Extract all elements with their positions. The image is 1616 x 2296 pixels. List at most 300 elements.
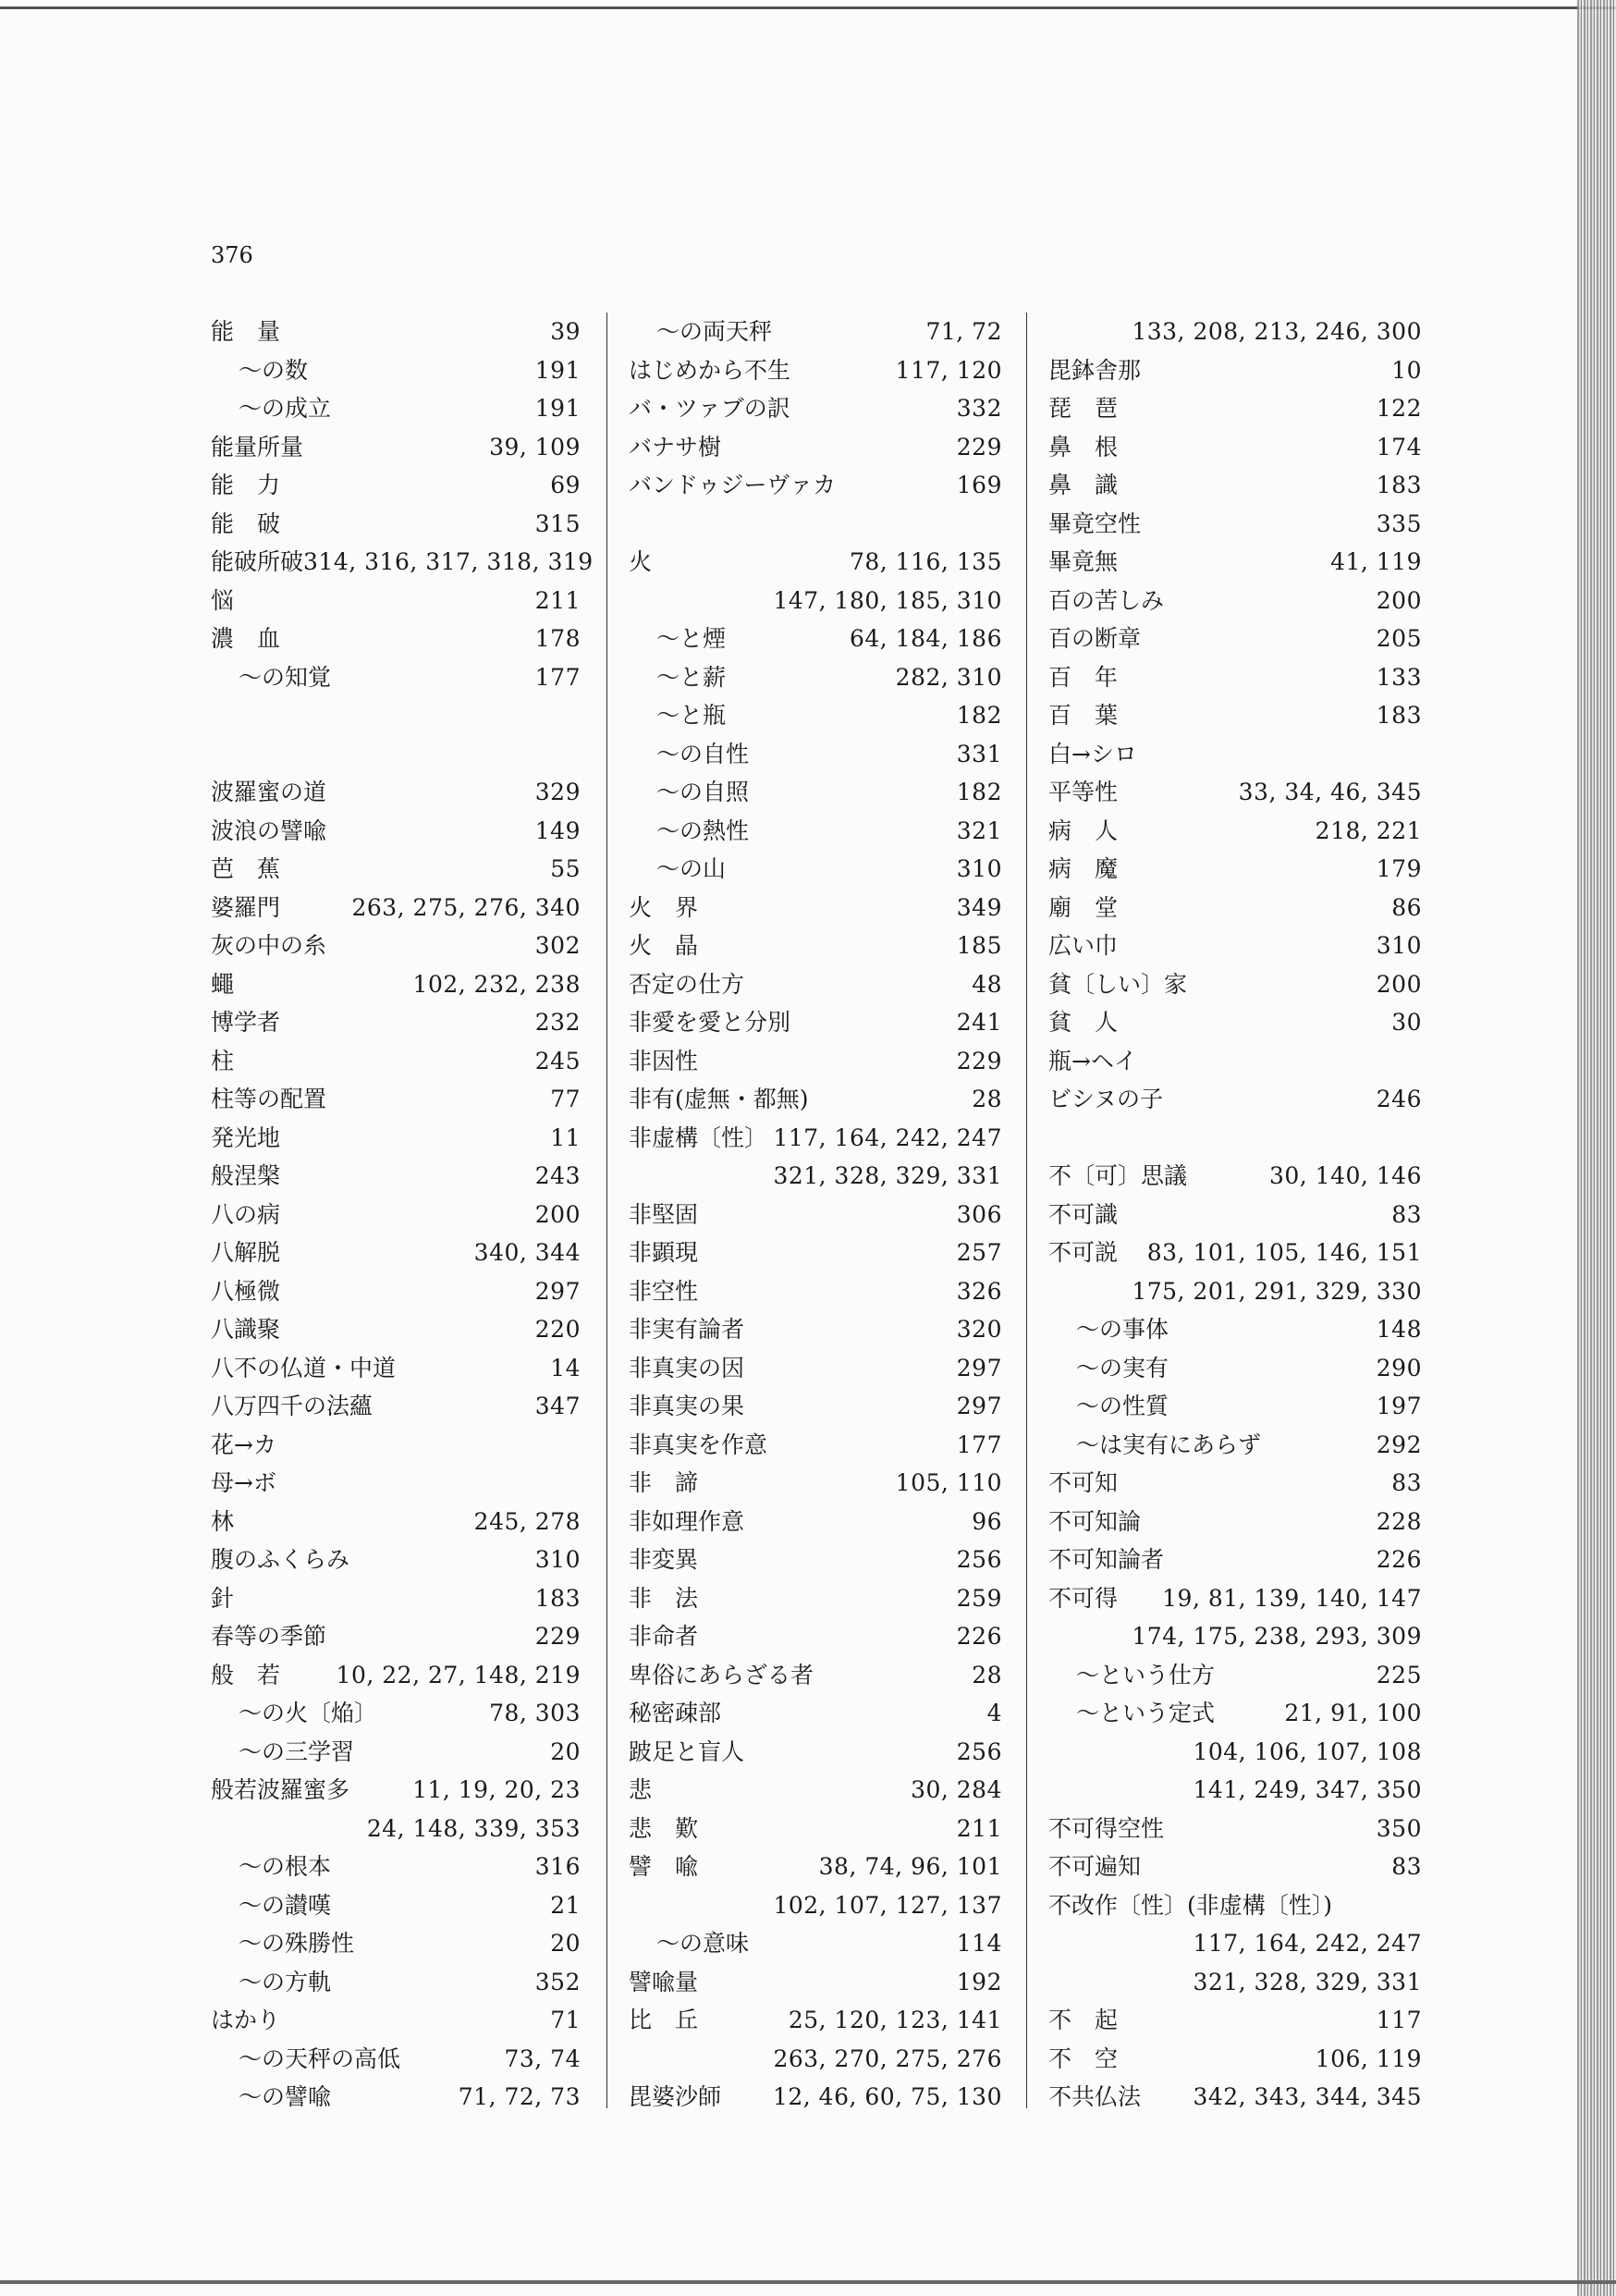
index-term: 非 諦 bbox=[629, 1469, 699, 1496]
index-term: 不可知論者 bbox=[1048, 1546, 1165, 1573]
index-entry bbox=[629, 1310, 1002, 1349]
index-entry bbox=[211, 1234, 581, 1272]
index-pages: 241 bbox=[956, 1009, 1002, 1036]
index-pages: 73, 74 bbox=[504, 2044, 581, 2072]
index-entry bbox=[629, 2040, 1002, 2079]
index-pages: 320 bbox=[956, 1316, 1002, 1343]
index-entry bbox=[629, 1349, 1002, 1388]
index-entry bbox=[211, 1771, 581, 1810]
index-term: 卑俗にあらざる者 bbox=[629, 1661, 814, 1688]
index-term: 譬喩量 bbox=[629, 1968, 699, 1995]
index-pages: 147, 180, 185, 310 bbox=[773, 586, 1002, 614]
index-entry bbox=[211, 620, 581, 658]
index-pages: 105, 110 bbox=[895, 1469, 1002, 1496]
index-entry bbox=[211, 389, 581, 428]
index-entry bbox=[629, 389, 1002, 428]
index-entry bbox=[211, 1924, 581, 1963]
index-pages: 83, 101, 105, 146, 151 bbox=[1146, 1239, 1422, 1266]
index-entry bbox=[211, 1119, 581, 1158]
index-term: 博学者 bbox=[211, 1009, 281, 1036]
index-term: ビシヌの子 bbox=[1048, 1086, 1164, 1112]
index-term: ～という定式 bbox=[1076, 1700, 1216, 1726]
index-entry bbox=[1048, 582, 1422, 620]
index-term: 不可知論 bbox=[1048, 1507, 1142, 1535]
index-entry bbox=[211, 1886, 581, 1925]
index-entry bbox=[211, 1617, 581, 1656]
index-pages: 55 bbox=[550, 855, 581, 882]
index-term: ～の根本 bbox=[239, 1853, 332, 1880]
index-entry bbox=[211, 1080, 581, 1119]
index-pages: 21 bbox=[550, 1891, 581, 1919]
index-term: 母→ボ bbox=[211, 1469, 276, 1496]
index-pages: 191 bbox=[534, 395, 581, 422]
index-pages: 182 bbox=[956, 779, 1002, 805]
index-entry bbox=[1048, 965, 1422, 1004]
index-entry bbox=[211, 1656, 581, 1695]
index-pages: 141, 249, 347, 350 bbox=[1193, 1776, 1422, 1803]
index-term: 八万四千の法蘊 bbox=[211, 1393, 373, 1419]
index-pages: 246 bbox=[1376, 1086, 1422, 1112]
index-pages: 4 bbox=[986, 1700, 1002, 1726]
index-pages: 102, 232, 238 bbox=[412, 970, 581, 998]
index-pages: 226 bbox=[956, 1623, 1002, 1650]
index-entry bbox=[211, 1426, 581, 1465]
index-term: 発光地 bbox=[211, 1123, 281, 1151]
index-pages: 292 bbox=[1376, 1430, 1422, 1458]
index-entry bbox=[1048, 2040, 1422, 2079]
index-term: ～の成立 bbox=[239, 395, 332, 422]
index-pages: 315 bbox=[534, 510, 581, 537]
index-entry bbox=[211, 2040, 581, 2079]
index-entry bbox=[1048, 1310, 1422, 1349]
index-entry bbox=[629, 1003, 1002, 1042]
index-pages: 174 bbox=[1376, 433, 1422, 460]
index-term: 琵 琶 bbox=[1048, 395, 1119, 422]
index-entry bbox=[1048, 1464, 1422, 1503]
index-entry bbox=[1048, 1426, 1422, 1465]
index-entry bbox=[629, 927, 1002, 965]
index-entry bbox=[1048, 889, 1422, 927]
index-pages: 39 bbox=[550, 318, 581, 345]
index-term: 非空性 bbox=[629, 1277, 699, 1305]
index-entry bbox=[629, 1272, 1002, 1311]
index-term: ～と瓶 bbox=[656, 702, 727, 729]
index-term: ～と薪 bbox=[656, 663, 727, 691]
index-entry bbox=[629, 1387, 1002, 1426]
index-entry bbox=[211, 850, 581, 889]
index-entry bbox=[1048, 1579, 1422, 1618]
index-pages: 342, 343, 344, 345 bbox=[1193, 2083, 1422, 2110]
index-pages: 83 bbox=[1391, 1469, 1422, 1496]
index-entry bbox=[629, 582, 1002, 620]
index-term: 貧 人 bbox=[1048, 1009, 1119, 1036]
index-term: 毘婆沙師 bbox=[629, 2083, 722, 2110]
index-term: 八識聚 bbox=[211, 1316, 281, 1343]
index-entry bbox=[1048, 773, 1422, 812]
index-entry bbox=[1048, 1656, 1422, 1695]
index-pages: 183 bbox=[534, 1584, 581, 1612]
index-entry bbox=[211, 466, 581, 505]
index-term: 火 界 bbox=[629, 893, 699, 921]
index-term: ～と煙 bbox=[656, 625, 727, 652]
index-entry bbox=[1048, 389, 1422, 428]
index-pages: 20 bbox=[550, 1930, 581, 1957]
index-entry bbox=[629, 1157, 1002, 1196]
index-term: ～の性質 bbox=[1076, 1393, 1169, 1419]
index-entry bbox=[1048, 543, 1422, 582]
index-term: ～の知覚 bbox=[239, 663, 332, 691]
index-term: 八の病 bbox=[211, 1200, 281, 1228]
index-entry bbox=[629, 543, 1002, 582]
index-term: 不可識 bbox=[1048, 1200, 1119, 1228]
index-pages: 226 bbox=[1376, 1546, 1422, 1573]
index-pages: 21, 91, 100 bbox=[1284, 1700, 1422, 1726]
index-term: ～の讃嘆 bbox=[239, 1891, 332, 1919]
index-pages: 20 bbox=[550, 1737, 581, 1765]
index-pages: 218, 221 bbox=[1315, 816, 1422, 844]
index-entry bbox=[1048, 1617, 1422, 1656]
index-pages: 71, 72, 73 bbox=[458, 2083, 581, 2110]
index-entry bbox=[211, 1541, 581, 1579]
index-entry bbox=[211, 351, 581, 390]
index-entry bbox=[1048, 2001, 1422, 2040]
index-pages: 30, 284 bbox=[911, 1776, 1002, 1803]
index-term: 非実有論者 bbox=[629, 1316, 745, 1343]
index-term: 柱等の配置 bbox=[211, 1086, 327, 1112]
index-term: 百 葉 bbox=[1048, 702, 1119, 729]
index-term: 鼻 根 bbox=[1048, 433, 1119, 460]
index-entry bbox=[629, 1080, 1002, 1119]
column-divider bbox=[606, 313, 607, 2108]
index-entry bbox=[1048, 620, 1422, 658]
index-pages: 30 bbox=[1391, 1009, 1422, 1036]
index-pages: 117, 164, 242, 247 bbox=[1193, 1930, 1422, 1957]
index-entry bbox=[211, 1848, 581, 1886]
index-term: 否定の仕方 bbox=[629, 970, 745, 998]
index-pages: 314, 316, 317, 318, 319 bbox=[303, 548, 594, 575]
index-entry bbox=[211, 1196, 581, 1234]
index-pages: 117, 120 bbox=[895, 356, 1002, 384]
index-pages: 177 bbox=[534, 663, 581, 691]
index-pages: 78, 116, 135 bbox=[849, 548, 1002, 575]
index-entry bbox=[1048, 1963, 1422, 2002]
scan-binding-edge bbox=[1577, 0, 1616, 2296]
index-entry bbox=[629, 1196, 1002, 1234]
index-term: 不可知 bbox=[1048, 1469, 1119, 1496]
index-entry bbox=[1048, 1080, 1422, 1119]
index-entry bbox=[629, 1848, 1002, 1886]
index-pages: 257 bbox=[956, 1239, 1002, 1266]
index-entry bbox=[211, 313, 581, 351]
index-term: 畢竟無 bbox=[1048, 548, 1119, 575]
index-term: はかり bbox=[211, 2007, 281, 2033]
index-pages: 297 bbox=[956, 1393, 1002, 1419]
index-entry bbox=[1048, 927, 1422, 965]
index-pages: 174, 175, 238, 293, 309 bbox=[1132, 1623, 1422, 1650]
index-pages: 117, 164, 242, 247 bbox=[773, 1123, 1002, 1151]
index-term: 般涅槃 bbox=[211, 1162, 281, 1189]
index-entry bbox=[1048, 1848, 1422, 1886]
index-entry bbox=[211, 927, 581, 965]
index-term: 非顕現 bbox=[629, 1239, 699, 1266]
index-entry bbox=[1048, 505, 1422, 544]
index-pages: 30, 140, 146 bbox=[1268, 1162, 1422, 1189]
index-pages: 104, 106, 107, 108 bbox=[1193, 1737, 1422, 1765]
index-entry bbox=[211, 1349, 581, 1388]
index-term: 火 晶 bbox=[629, 932, 699, 959]
index-term: ～の意味 bbox=[656, 1930, 750, 1957]
index-pages: 245, 278 bbox=[473, 1507, 581, 1535]
index-entry bbox=[629, 1694, 1002, 1733]
index-term: 非堅固 bbox=[629, 1200, 699, 1228]
index-term: 腹のふくらみ bbox=[211, 1546, 350, 1573]
index-term: 林 bbox=[211, 1507, 235, 1535]
index-pages: 340, 344 bbox=[473, 1239, 581, 1266]
index-entry bbox=[211, 1963, 581, 2002]
index-term: 不共仏法 bbox=[1048, 2083, 1142, 2110]
index-term: ～の実有 bbox=[1076, 1354, 1169, 1381]
index-pages: 326 bbox=[956, 1277, 1002, 1305]
index-entry bbox=[1048, 1810, 1422, 1848]
index-entry bbox=[629, 1924, 1002, 1963]
index-entry bbox=[629, 889, 1002, 927]
index-term: 芭 蕉 bbox=[211, 855, 281, 882]
index-term: 百 年 bbox=[1048, 663, 1119, 691]
index-term: 非 法 bbox=[629, 1584, 699, 1612]
index-term: 波浪の譬喩 bbox=[211, 816, 327, 844]
index-pages: 228 bbox=[1376, 1507, 1422, 1535]
index-term: 不可得 bbox=[1048, 1584, 1119, 1612]
column-divider bbox=[1026, 313, 1027, 2108]
index-pages: 191 bbox=[534, 356, 581, 384]
index-pages: 33, 34, 46, 345 bbox=[1238, 779, 1422, 805]
index-term: 秘密疎部 bbox=[629, 1700, 722, 1726]
index-column-2 bbox=[629, 313, 1002, 2117]
index-pages: 229 bbox=[956, 433, 1002, 460]
index-pages: 229 bbox=[956, 1047, 1002, 1074]
index-pages: 69 bbox=[550, 472, 581, 498]
index-entry bbox=[211, 773, 581, 812]
index-entry bbox=[629, 1733, 1002, 1772]
index-term: ～の譬喩 bbox=[239, 2083, 332, 2110]
index-entry bbox=[211, 658, 581, 697]
index-entry bbox=[629, 1886, 1002, 1925]
index-term: ～の自照 bbox=[656, 779, 750, 805]
index-pages: 225 bbox=[1376, 1661, 1422, 1688]
index-pages: 352 bbox=[534, 1968, 581, 1995]
index-pages: 347 bbox=[534, 1393, 581, 1419]
index-term: 悲 歎 bbox=[629, 1814, 699, 1842]
index-term: 不〔可〕思議 bbox=[1048, 1162, 1188, 1189]
index-term: ～の事体 bbox=[1076, 1316, 1169, 1343]
index-term: 非真実の果 bbox=[629, 1393, 745, 1419]
index-term: 蠅 bbox=[211, 970, 235, 998]
index-pages: 306 bbox=[956, 1200, 1002, 1228]
index-term: ～は実有にあらず bbox=[1076, 1430, 1262, 1458]
index-entry bbox=[629, 735, 1002, 774]
index-entry bbox=[211, 1464, 581, 1503]
index-pages: 310 bbox=[534, 1546, 581, 1573]
index-term: ～の火〔焔〕 bbox=[239, 1700, 378, 1726]
index-entry bbox=[1048, 1387, 1422, 1426]
page-bottom-edge bbox=[0, 2280, 1616, 2284]
index-pages: 297 bbox=[534, 1277, 581, 1305]
index-entry bbox=[629, 1617, 1002, 1656]
index-entry bbox=[211, 1310, 581, 1349]
index-entry bbox=[629, 620, 1002, 658]
index-term: 濃 血 bbox=[211, 625, 281, 652]
index-pages: 41, 119 bbox=[1330, 548, 1422, 575]
index-entry bbox=[211, 735, 581, 774]
index-entry bbox=[1048, 1196, 1422, 1234]
index-term: ～の数 bbox=[239, 356, 309, 384]
index-entry bbox=[211, 1387, 581, 1426]
index-pages: 183 bbox=[1376, 472, 1422, 498]
index-entry bbox=[1048, 1349, 1422, 1388]
index-term: 非命者 bbox=[629, 1623, 699, 1650]
index-term: ～の殊勝性 bbox=[239, 1930, 355, 1957]
index-term: 八不の仏道・中道 bbox=[211, 1354, 397, 1381]
index-term: 般若波羅蜜多 bbox=[211, 1776, 350, 1803]
index-entry bbox=[1048, 313, 1422, 351]
index-entry bbox=[1048, 1003, 1422, 1042]
index-entry bbox=[1048, 1119, 1422, 1158]
index-pages: 302 bbox=[534, 932, 581, 959]
index-pages: 149 bbox=[534, 816, 581, 844]
index-pages: 282, 310 bbox=[895, 663, 1002, 691]
index-entry bbox=[211, 965, 581, 1004]
index-pages: 10, 22, 27, 148, 219 bbox=[336, 1661, 581, 1688]
index-term: 病 魔 bbox=[1048, 855, 1119, 882]
index-entry bbox=[629, 1464, 1002, 1503]
index-term: 不可得空性 bbox=[1048, 1814, 1165, 1842]
index-pages: 28 bbox=[972, 1661, 1002, 1688]
index-term: 不可遍知 bbox=[1048, 1853, 1142, 1880]
index-entry bbox=[1048, 1272, 1422, 1311]
index-pages: 211 bbox=[956, 1814, 1002, 1842]
index-pages: 263, 270, 275, 276 bbox=[773, 2044, 1002, 2072]
index-entry bbox=[211, 2078, 581, 2117]
index-column-3 bbox=[1048, 313, 1422, 2117]
index-term: バ・ツァブの訳 bbox=[629, 395, 790, 422]
index-entry bbox=[629, 505, 1002, 544]
index-entry bbox=[211, 1003, 581, 1042]
index-pages: 200 bbox=[534, 1200, 581, 1228]
index-entry bbox=[1048, 658, 1422, 697]
index-entry bbox=[1048, 696, 1422, 735]
index-pages: 122 bbox=[1376, 395, 1422, 422]
index-term: 不 起 bbox=[1048, 2007, 1119, 2033]
index-entry bbox=[629, 1541, 1002, 1579]
index-term: 婆羅門 bbox=[211, 893, 281, 921]
index-pages: 77 bbox=[550, 1086, 581, 1112]
index-entry bbox=[629, 658, 1002, 697]
index-entry bbox=[1048, 428, 1422, 467]
index-entry bbox=[629, 965, 1002, 1004]
index-term: 花→カ bbox=[211, 1430, 276, 1458]
index-entry bbox=[1048, 1924, 1422, 1963]
index-pages: 83 bbox=[1391, 1200, 1422, 1228]
index-pages: 185 bbox=[956, 932, 1002, 959]
index-pages: 331 bbox=[956, 740, 1002, 767]
index-entry bbox=[211, 1579, 581, 1618]
index-pages: 263, 275, 276, 340 bbox=[351, 893, 581, 921]
index-term: 比 丘 bbox=[629, 2007, 699, 2033]
index-entry bbox=[211, 812, 581, 851]
index-entry bbox=[629, 466, 1002, 505]
index-entry bbox=[629, 1963, 1002, 2002]
index-pages: 25, 120, 123, 141 bbox=[788, 2007, 1002, 2033]
index-term: 非虚構〔性〕 bbox=[629, 1123, 768, 1151]
index-pages: 19, 81, 139, 140, 147 bbox=[1162, 1584, 1422, 1612]
index-term: 柱 bbox=[211, 1047, 235, 1074]
index-term: 波羅蜜の道 bbox=[211, 779, 327, 805]
index-entry bbox=[629, 2078, 1002, 2117]
index-pages: 349 bbox=[956, 893, 1002, 921]
index-pages: 11 bbox=[550, 1123, 581, 1151]
index-term: ～の三学習 bbox=[239, 1737, 355, 1765]
index-entry bbox=[1048, 735, 1422, 774]
index-entry bbox=[629, 850, 1002, 889]
index-entry bbox=[1048, 1771, 1422, 1810]
index-term: ～の自性 bbox=[656, 740, 750, 767]
index-term: ～の熱性 bbox=[656, 816, 750, 844]
index-entry bbox=[211, 505, 581, 544]
index-term: ～の山 bbox=[656, 855, 727, 882]
index-term: 灰の中の糸 bbox=[211, 932, 327, 959]
index-term: 瓶→ヘイ bbox=[1048, 1047, 1137, 1074]
index-pages: 297 bbox=[956, 1354, 1002, 1381]
index-entry bbox=[211, 1694, 581, 1733]
index-pages: 243 bbox=[534, 1162, 581, 1189]
index-pages: 316 bbox=[534, 1853, 581, 1880]
index-term: 譬 喩 bbox=[629, 1853, 699, 1880]
index-term: 悩 bbox=[211, 586, 235, 614]
index-entry bbox=[1048, 1541, 1422, 1579]
index-entry bbox=[211, 1272, 581, 1311]
index-pages: 117 bbox=[1376, 2007, 1422, 2033]
index-term: はじめから不生 bbox=[629, 356, 791, 384]
index-pages: 24, 148, 339, 353 bbox=[366, 1814, 581, 1842]
page-top-edge bbox=[0, 0, 1616, 9]
index-pages: 229 bbox=[534, 1623, 581, 1650]
index-term: 針 bbox=[211, 1584, 235, 1612]
index-term: 畢竟空性 bbox=[1048, 510, 1142, 537]
index-pages: 71, 72 bbox=[925, 318, 1002, 345]
index-pages: 148 bbox=[1376, 1316, 1422, 1343]
index-pages: 211 bbox=[534, 586, 581, 614]
index-term: 不可説 bbox=[1048, 1239, 1119, 1266]
index-entry bbox=[211, 1042, 581, 1081]
index-entry bbox=[1048, 812, 1422, 851]
index-entry bbox=[629, 1579, 1002, 1618]
index-pages: 335 bbox=[1376, 510, 1422, 537]
index-entry bbox=[629, 1426, 1002, 1465]
index-term: 平等性 bbox=[1048, 779, 1119, 805]
index-term: バンドゥジーヴァカ bbox=[629, 472, 837, 498]
index-term: 能破所破 bbox=[211, 548, 304, 575]
index-pages: 83 bbox=[1391, 1853, 1422, 1880]
index-pages: 133 bbox=[1376, 663, 1422, 691]
index-term: 能量所量 bbox=[211, 433, 304, 460]
index-entry bbox=[629, 1042, 1002, 1081]
index-pages: 321, 328, 329, 331 bbox=[1193, 1968, 1422, 1995]
index-pages: 200 bbox=[1376, 970, 1422, 998]
index-term: 非有(虚無・都無) bbox=[629, 1086, 809, 1112]
index-pages: 332 bbox=[956, 395, 1002, 422]
index-term: 悲 bbox=[629, 1776, 653, 1803]
index-term: ～の両天秤 bbox=[656, 318, 773, 345]
